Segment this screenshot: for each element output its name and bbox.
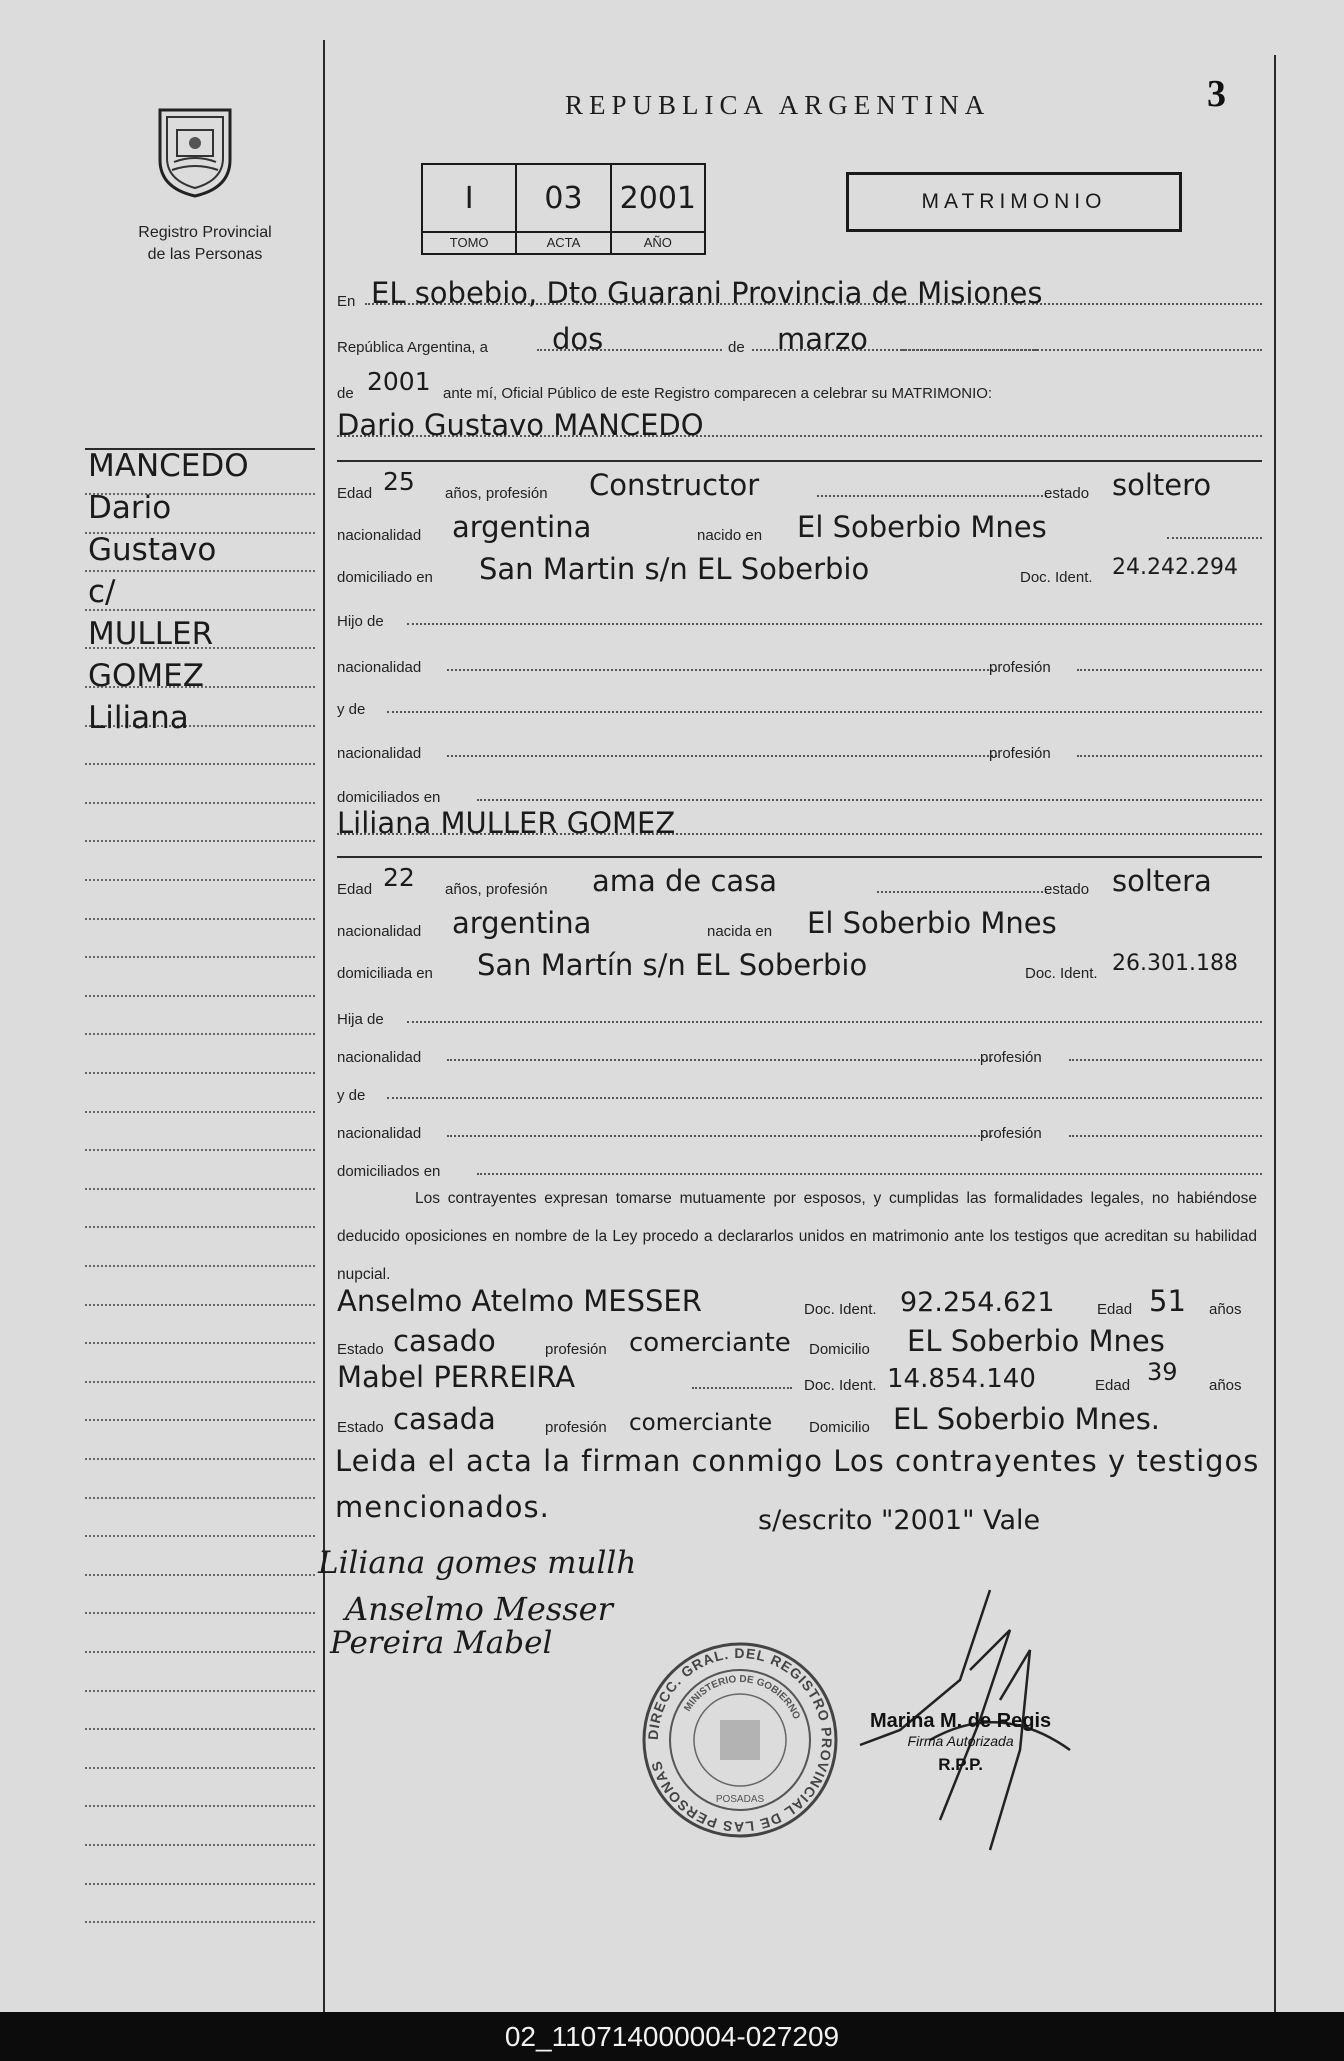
registry-stamp-icon [640,1640,840,1840]
leader [902,349,1262,351]
witness-1-row [337,1284,1262,1320]
republica-label: República Argentina, a [337,339,488,356]
margin-name-line: c/ [88,574,116,610]
margin-dotted-line [85,1342,315,1344]
anos-label: años [1209,1301,1242,1318]
provincial-seal-icon [152,100,238,198]
leader [447,755,997,757]
groom-name-row [337,408,1262,444]
nacido-label: nacido en [697,527,763,544]
declaration-text [337,1180,1257,1294]
hijo-label: Hijo de [337,613,384,630]
bride-father-nat-row [337,1032,1262,1068]
year-row [337,368,1262,404]
margin-name-line: Liliana [88,700,189,736]
acta-value: 03 [544,180,583,216]
leader [477,799,1262,801]
bride-mother-nat-row [337,1108,1262,1144]
month-value: marzo [777,322,868,356]
stamp-city: POSADAS [715,1794,765,1805]
anio-value: 2001 [619,180,696,216]
closing-text: Leida el acta la firman conmigo Los contrayentes y testigos mencionados. [335,1444,1260,1524]
bride-nationality: argentina [452,906,592,940]
margin-dotted-line [85,1844,315,1846]
groom-profession: Constructor [589,468,760,502]
margin-dotted-line [85,1690,315,1692]
page-number: 3 [1207,73,1226,115]
date-row [337,322,1262,358]
witness-1-doc: 92.254.621 [900,1287,1055,1318]
margin-dotted-line [85,1458,315,1460]
estado-label: Estado [337,1419,384,1436]
margin-dotted-line [85,1497,315,1499]
margin-dotted-line [85,570,315,572]
domiciliados-label: domiciliados en [337,789,441,806]
bride-age-row [337,864,1262,900]
witness-1-status: casado [393,1324,496,1358]
margin-dotted-line [85,802,315,804]
leader [447,669,997,671]
country-title: REPUBLICA ARGENTINA [565,90,991,120]
day-value: dos [552,322,604,356]
registry-line-1: Registro Provincial [138,224,272,241]
groom-birthplace: El Soberbio Mnes [797,510,1047,544]
record-box [421,163,706,255]
tomo-label: TOMO [423,231,515,253]
anos-prof-label: años, profesión [445,485,548,502]
groom-parents-address-row [337,772,1262,808]
domiciliados-label: domiciliados en [337,1163,441,1180]
edad-label: Edad [1097,1301,1133,1318]
margin-dotted-line [85,1111,315,1113]
margin-dotted-line [85,1304,315,1306]
groom-mother-row [337,684,1262,720]
witness-2-details-row [337,1402,1262,1438]
margin-dotted-line [85,879,315,881]
groom-mother-nat-row [337,728,1262,764]
doc-label: Doc. Ident. [804,1377,877,1394]
witness-2-doc: 14.854.140 [887,1364,1036,1394]
leader [877,891,1047,893]
profesion-label: profesión [545,1341,607,1358]
de-label: de [722,339,751,356]
margin-name-line: MULLER [88,616,214,652]
margin-name-line: Gustavo [88,532,217,568]
witness-2-status: casada [393,1402,496,1436]
witness-2-name: Mabel PERREIRA [337,1360,576,1394]
witness-1-details-row [337,1324,1262,1360]
domiciliado-label: domiciliado en [337,569,433,586]
leader [447,1135,992,1137]
groom-father-row [337,596,1262,632]
stamp-inner-text: MINISTERIO DE GOBIERNO [682,1673,802,1722]
edad-label: Edad [1095,1377,1131,1394]
anos-prof-label: años, profesión [445,881,548,898]
nacida-label: nacida en [707,923,773,940]
anio-cell [612,165,704,253]
margin-dotted-line [85,1728,315,1730]
margin-dotted-line [85,918,315,920]
bride-address: San Martín s/n EL Soberbio [477,948,868,982]
acta-label: ACTA [517,231,609,253]
yde-label: y de [337,701,366,718]
bride-status: soltera [1112,864,1212,898]
nacionalidad-label: nacionalidad [337,745,422,762]
bride-address-row [337,948,1262,984]
leader [387,1097,1262,1099]
tomo-cell [423,165,517,253]
leader [477,1173,1262,1175]
witness-2-age: 39 [1147,1358,1178,1386]
signature-bride: Liliana gomes mullh [318,1545,637,1581]
doc-label: Doc. Ident. [804,1301,877,1318]
leader [407,623,1262,625]
section-divider [337,856,1262,858]
tomo-value: I [464,180,474,216]
bride-nationality-row [337,906,1262,942]
profesion-label: profesión [980,1049,1042,1066]
domicilio-label: Domicilio [809,1341,870,1358]
profesion-label: profesión [545,1419,607,1436]
margin-dotted-line [85,995,315,997]
profesion-label: profesión [989,745,1051,762]
leader [407,1021,1262,1023]
authority-block [870,1710,1051,1775]
bride-doc: 26.301.188 [1112,951,1238,976]
anos-label: años [1209,1377,1242,1394]
hija-label: Hija de [337,1011,384,1028]
margin-dotted-line [85,956,315,958]
groom-doc: 24.242.294 [1112,555,1238,580]
margin-dotted-line [85,1535,315,1537]
leader [817,495,1047,497]
nacionalidad-label: nacionalidad [337,1125,422,1142]
bride-mother-row [337,1070,1262,1106]
margin-dotted-line [85,1651,315,1653]
registry-line-2: de las Personas [147,246,263,263]
witness-1-profession: comerciante [629,1328,791,1358]
profesion-label: profesión [980,1125,1042,1142]
groom-age-row [337,468,1262,504]
intro-text: ante mí, Oficial Público de este Registro comparecen a celebrar su MATRIMONIO: [443,385,993,402]
bride-father-row [337,994,1262,1030]
margin-dotted-line [85,1072,315,1074]
groom-nationality-row [337,510,1262,546]
section-divider [337,460,1262,462]
groom-name: Dario Gustavo MANCEDO [337,408,704,442]
leader [447,1059,992,1061]
witness-2-row [337,1360,1262,1396]
declaration-body: Los contrayentes expresan tomarse mutuamente por esposos, y cumplidas las formalidades legales, no habiéndose deducido oposiciones en nombre de la Ley procedo a declararlos unidos en matrimonio ante los testigos que acreditan su habilidad nupcial. [337,1190,1257,1283]
edad-label: Edad [337,485,373,502]
witness-2-profession: comerciante [629,1410,773,1436]
margin-dotted-line [85,609,315,611]
margin-dotted-line [85,1226,315,1228]
acta-cell [517,165,611,253]
nacionalidad-label: nacionalidad [337,923,422,940]
estado-label: estado [1044,485,1090,502]
anio-label: AÑO [612,231,704,253]
bride-parents-address-row [337,1146,1262,1182]
right-margin-rule [1274,55,1276,2012]
authority-title: Firma Autorizada [907,1733,1014,1749]
estado-label: Estado [337,1341,384,1358]
year-value: 2001 [367,367,431,396]
margin-dotted-line [85,1419,315,1421]
margin-dotted-line [85,1033,315,1035]
place-value: EL sobebio, Dto Guarani Provincia de Misiones [371,276,1043,310]
margin-dotted-line [85,1612,315,1614]
margin-dotted-line [85,1381,315,1383]
edad-label: Edad [337,881,373,898]
authority-office: R.P.P. [938,1755,983,1774]
leader [1069,1135,1262,1137]
bride-name: Liliana MULLER GOMEZ [337,806,676,840]
groom-father-nat-row [337,642,1262,678]
domicilio-label: Domicilio [809,1419,870,1436]
margin-name-line: MANCEDO [88,448,249,484]
bride-name-row [337,806,1262,842]
witness-1-name: Anselmo Atelmo MESSER [337,1284,702,1318]
yde-label: y de [337,1087,366,1104]
margin-dotted-line [85,1883,315,1885]
stamp-ring-text: DIRECC. GRAL. DEL REGISTRO PROVINCIAL DE LAS PERSONAS [644,1644,836,1836]
leader [1077,669,1262,671]
groom-age: 25 [383,467,415,496]
authority-name: Marina M. de Regis [870,1710,1052,1732]
bride-birthplace: El Soberbio Mnes [807,906,1057,940]
margin-dotted-line [85,1921,315,1923]
erratum-note: s/escrito "2001" Vale [758,1505,1041,1536]
margin-dotted-line [85,1265,315,1267]
margin-dotted-line [85,1805,315,1807]
witness-1-age: 51 [1149,1284,1186,1318]
margin-dotted-line [85,1767,315,1769]
margin-name-line: Dario [88,490,172,526]
registry-name [110,222,300,266]
leader [387,711,1262,713]
bride-profession: ama de casa [592,864,778,898]
groom-nationality: argentina [452,510,592,544]
de-label-2: de [337,385,354,402]
leader [692,1387,792,1389]
witness-1-address: EL Soberbio Mnes [907,1324,1165,1358]
margin-dotted-line [85,1188,315,1190]
svg-text:MINISTERIO DE GOBIERNO [682,1674,802,1721]
groom-address-row [337,552,1262,588]
leader [1167,537,1262,539]
groom-status: soltero [1112,468,1212,502]
nacionalidad-label: nacionalidad [337,527,422,544]
en-label: En [337,293,356,310]
domiciliada-label: domiciliada en [337,965,433,982]
margin-dotted-line [85,1149,315,1151]
doc-label: Doc. Ident. [1025,965,1098,982]
place-row [337,276,1262,312]
doc-label: Doc. Ident. [1020,569,1093,586]
margin-dotted-line [85,763,315,765]
left-margin-rule [323,40,325,2012]
margin-dotted-line [85,840,315,842]
margin-name-line: GOMEZ [88,658,204,694]
estado-label: estado [1044,881,1090,898]
profesion-label: profesión [989,659,1051,676]
nacionalidad-label: nacionalidad [337,1049,422,1066]
footer-code: 02_110714000004-027209 [0,2012,1344,2061]
witness-2-address: EL Soberbio Mnes. [893,1402,1161,1436]
nacionalidad-label: nacionalidad [337,659,422,676]
document-type-box: MATRIMONIO [846,172,1182,232]
signature-witness-1: Anselmo Messer [345,1590,613,1628]
leader [1077,755,1262,757]
groom-address: San Martin s/n EL Soberbio [479,552,870,586]
leader [1069,1059,1262,1061]
bride-age: 22 [383,863,415,892]
signature-witness-2: Pereira Mabel [330,1625,553,1661]
margin-dotted-line [85,1574,315,1576]
